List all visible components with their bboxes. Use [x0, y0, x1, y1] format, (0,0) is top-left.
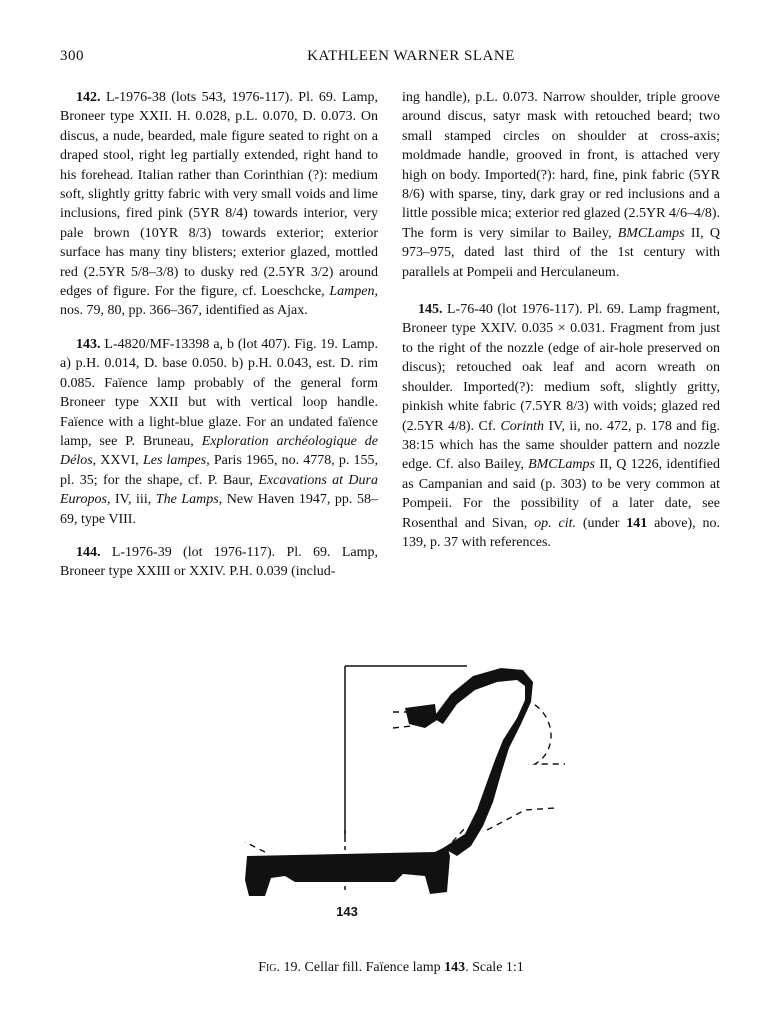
- entry-text: , nos. 79, 80, pp. 366–367, identified as Ajax.: [60, 284, 378, 319]
- entry-text: , New Haven 1947, pp. 58–69, type VIII.: [60, 492, 378, 527]
- entry-text: L-4820/MF-13398 a, b (lot 407). Fig. 19. Lamp. a) p.H. 0.014, D. base 0.050. b) p.H. 0.043, est. D. rim 0.085. Faïence lamp probably of the general form Broneer type XXII but with vertical loop handle. Faïence with a light-blue glaze. For an undated faïence lamp, see P. Bruneau,: [60, 336, 378, 449]
- entry-italic: BMCLamps: [617, 225, 685, 241]
- entry-number: 144.: [76, 544, 101, 560]
- catalog-entry-143: [60, 335, 378, 529]
- entry-italic: Excavations at Dura Europos: [60, 472, 378, 508]
- entry-number: 142.: [76, 90, 101, 105]
- entry-text: L-76-40 (lot 1976-117). Pl. 69. Lamp fragment, Broneer type XXIV. 0.035 × 0.031. Fragment from just to the right of the nozzle (edge of air-hole preserved on discus); retouched oak leaf and acorn wreath on shoulder. Imported(?): medium soft, slightly gritty, pinkish white fabric (7.5YR 8/3) with voids; glazed red (2.5YR 4/8). Cf.: [402, 302, 720, 434]
- entry-text: L-1976-39 (lot 1976-117). Pl. 69. Lamp, Broneer type XXIII or XXIV. P.H. 0.039 (includ-: [60, 544, 378, 580]
- base-section: [245, 846, 450, 896]
- entry-italic: The Lamps: [155, 492, 219, 508]
- left-column: [60, 88, 378, 596]
- catalog-entry-145: [402, 300, 720, 552]
- handle-stub: [405, 704, 437, 728]
- entry-number: 145.: [418, 302, 443, 318]
- entry-bold-ref: 141: [626, 515, 648, 531]
- entry-italic: Lampen: [329, 284, 375, 300]
- entry-number: 143.: [76, 336, 101, 352]
- entry-italic: Exploration archéologique de Délos: [60, 433, 379, 469]
- entry-text: IV, ii, no. 472, p. 178 and fig. 38:15 which has the same shoulder pattern and nozzle edge. Cf. also Bailey,: [402, 418, 721, 473]
- catalog-entry-142: [60, 88, 378, 321]
- entry-text: , XXVI,: [92, 453, 143, 469]
- wall-and-handle-section: [433, 668, 533, 856]
- entry-text: , IV, iii,: [106, 492, 156, 508]
- catalog-entry-144: [60, 543, 378, 582]
- entry-text: II, Q 973–975, dated last third of the 1st century with parallels at Pompeii and Herculaneum.: [402, 225, 720, 280]
- entry-text: ing handle), p.L. 0.073. Narrow shoulder, triple groove around discus, satyr mask with retouched beard; two small stamped circles on shoulder at cross-axis; moldmade handle, grooved in front, is attached very high on body. Imported(?): hard, fine, pink fabric (5YR 8/6) with sparse, tiny, dark gray or red inclusions and a little possible mica; exterior red glazed (2.5YR 4/6–4/8). The form is very similar to Bailey,: [402, 90, 720, 241]
- figure-label: 143: [336, 904, 358, 919]
- figure-caption: [0, 960, 782, 976]
- entry-text: II, Q 1226, identified as Campanian and said (p. 303) to be very common at Pompeii. For the possibility of a later date, see Rosenthal and Sivan,: [402, 457, 720, 531]
- entry-text: above), no. 139, p. 37 with references.: [402, 515, 720, 550]
- right-column: [402, 88, 720, 566]
- entry-italic: Les lampes: [142, 453, 207, 469]
- caption-fig-abbrev: Fig.: [258, 960, 281, 975]
- entry-italic: op. cit.: [534, 515, 576, 531]
- entry-text: L-1976-38 (lots 543, 1976-117). Pl. 69. Lamp, Broneer type XXII. H. 0.028, p.L. 0.070, D. 0.073. On discus, a nude, bearded, male figure seated to right on a draped stool, right leg partially extended, right hand to his forehead. Italian rather than Corinthian (?): medium soft, slightly gritty fabric with very small voids and lime inclusions, fired pink (5YR 8/4) towards interior, very pale brown (10YR 8/3) towards exterior; exterior surface has many tiny blisters; exterior glazed, mottled red (2.5YR 5/8–3/8) to dusky red (2.5YR 3/2) around edges of figure. For the figure, cf. Loeschcke,: [60, 90, 378, 300]
- entry-text: , Paris 1965, no. 4778, p. 155, pl. 35; for the shape, cf. P. Baur,: [60, 453, 378, 488]
- lamp-profile-drawing: [225, 660, 575, 900]
- entry-italic: Corinth: [500, 418, 545, 434]
- running-head: KATHLEEN WARNER SLANE: [307, 48, 515, 64]
- catalog-entry-144-continued: [402, 88, 720, 282]
- entry-italic: BMCLamps: [528, 457, 595, 473]
- caption-text: 19. Cellar fill. Faïence lamp: [280, 960, 445, 975]
- page-header: [60, 48, 738, 70]
- entry-text: (under: [575, 515, 627, 531]
- page-number: 300: [60, 48, 84, 64]
- caption-bold-number: 143: [444, 960, 466, 975]
- caption-text: . Scale 1:1: [465, 960, 524, 975]
